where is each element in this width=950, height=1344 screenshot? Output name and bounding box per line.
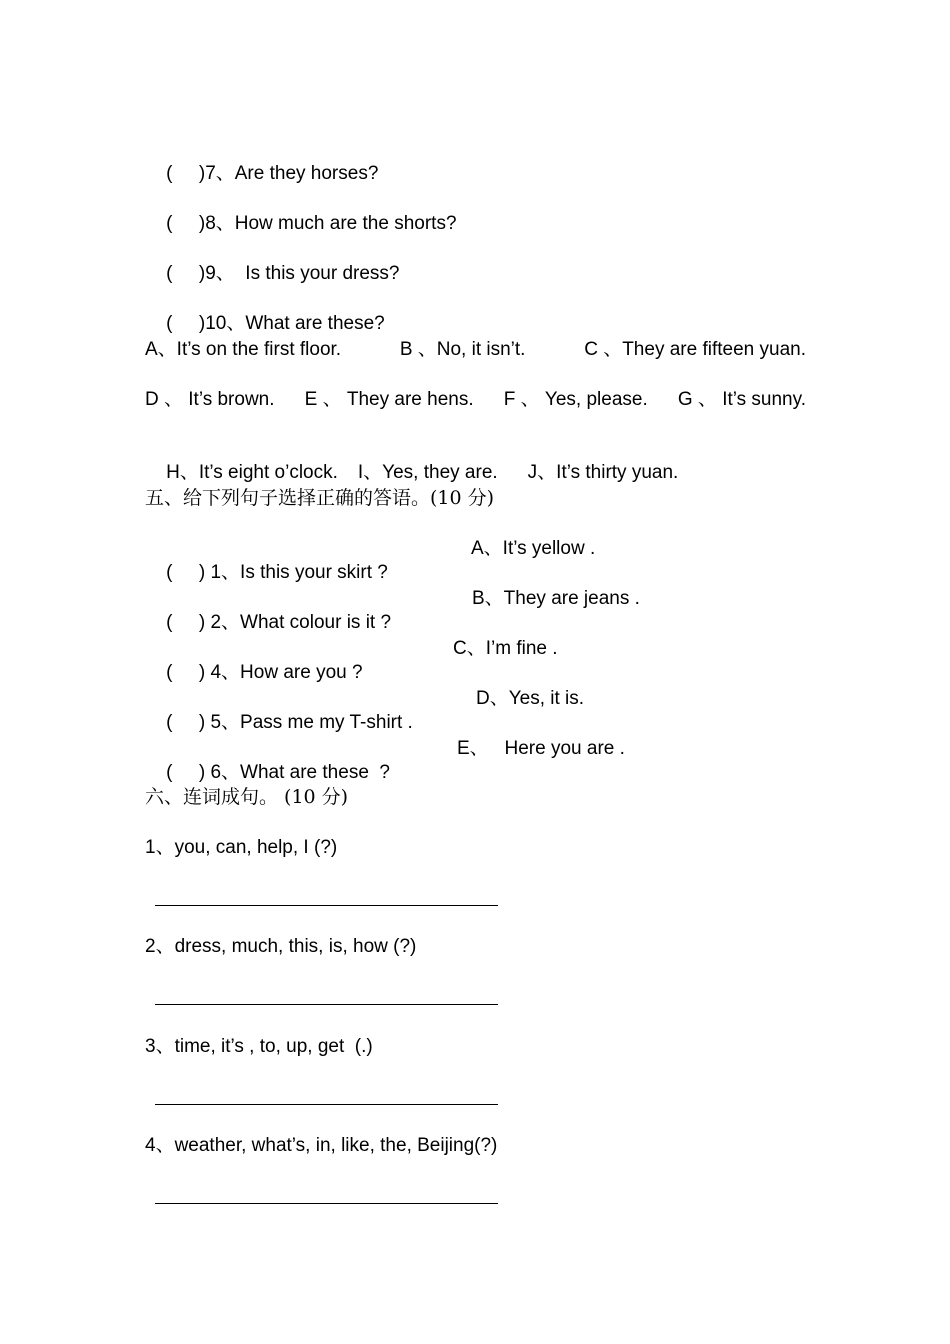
question-text: 6、What are these ? bbox=[210, 762, 391, 783]
options-row-1 bbox=[145, 338, 806, 362]
option-b: B 、No, it isn’t. bbox=[399, 339, 526, 360]
question-text: 9、 Is this your dress? bbox=[205, 263, 400, 284]
answer-paren[interactable]: ( ) bbox=[166, 662, 206, 683]
question-text: 8、How much are the shorts? bbox=[205, 213, 457, 234]
answer-paren[interactable]: ( ) bbox=[166, 762, 206, 783]
answer-blank-3[interactable] bbox=[155, 1104, 498, 1105]
s5-answer-c: C、I’m fine . bbox=[453, 638, 558, 659]
option-e: E 、 They are hens. bbox=[304, 389, 474, 410]
question-text: 10、What are these? bbox=[205, 313, 385, 334]
option-f: F 、 Yes, please. bbox=[503, 389, 648, 410]
option-a: A、It’s on the first floor. bbox=[145, 339, 342, 360]
option-d: D 、 It’s brown. bbox=[145, 389, 275, 410]
answer-blank-4[interactable] bbox=[155, 1203, 498, 1204]
s6-item-4: 4、weather, what’s, in, like, the, Beijing(?) bbox=[145, 1135, 498, 1156]
answer-paren[interactable]: ( ) bbox=[166, 712, 206, 733]
answer-paren[interactable]: ( ) bbox=[166, 313, 206, 334]
question-text: 5、Pass me my T-shirt . bbox=[210, 712, 413, 733]
question-text: 4、How are you ? bbox=[210, 662, 363, 683]
option-g: G 、 It’s sunny. bbox=[677, 389, 806, 410]
answer-paren[interactable]: ( ) bbox=[166, 163, 206, 184]
question-text: 2、What colour is it ? bbox=[210, 612, 392, 633]
option-i: I、Yes, they are. bbox=[357, 462, 498, 483]
section-5-heading: 五、给下列句子选择正确的答语。(10 分) bbox=[145, 487, 495, 509]
section-6-heading: 六、连词成句。 (10 分) bbox=[145, 786, 349, 808]
option-c: C 、They are fifteen yuan. bbox=[584, 339, 806, 360]
s6-item-2: 2、dress, much, this, is, how (?) bbox=[145, 936, 417, 957]
answer-blank-2[interactable] bbox=[155, 1004, 498, 1005]
answer-blank-1[interactable] bbox=[155, 905, 498, 906]
question-text: 7、Are they horses? bbox=[205, 163, 379, 184]
answer-paren[interactable]: ( ) bbox=[166, 263, 206, 284]
s5-answer-e: E、 Here you are . bbox=[457, 738, 625, 759]
options-row-2 bbox=[145, 388, 806, 412]
answer-paren[interactable]: ( ) bbox=[166, 612, 206, 633]
option-h: H、It’s eight o’clock. bbox=[166, 462, 338, 483]
option-j: J、It’s thirty yuan. bbox=[527, 462, 679, 483]
question-text: 1、Is this your skirt ? bbox=[210, 562, 388, 583]
answer-paren[interactable]: ( ) bbox=[166, 562, 206, 583]
s5-answer-a: A、It’s yellow . bbox=[471, 538, 596, 559]
s5-answer-b: B、They are jeans . bbox=[472, 588, 640, 609]
s5-answer-d: D、Yes, it is. bbox=[476, 688, 585, 709]
s6-item-3: 3、time, it’s , to, up, get (.) bbox=[145, 1036, 373, 1057]
answer-paren[interactable]: ( ) bbox=[166, 213, 206, 234]
s6-item-1: 1、you, can, help, I (?) bbox=[145, 837, 338, 858]
